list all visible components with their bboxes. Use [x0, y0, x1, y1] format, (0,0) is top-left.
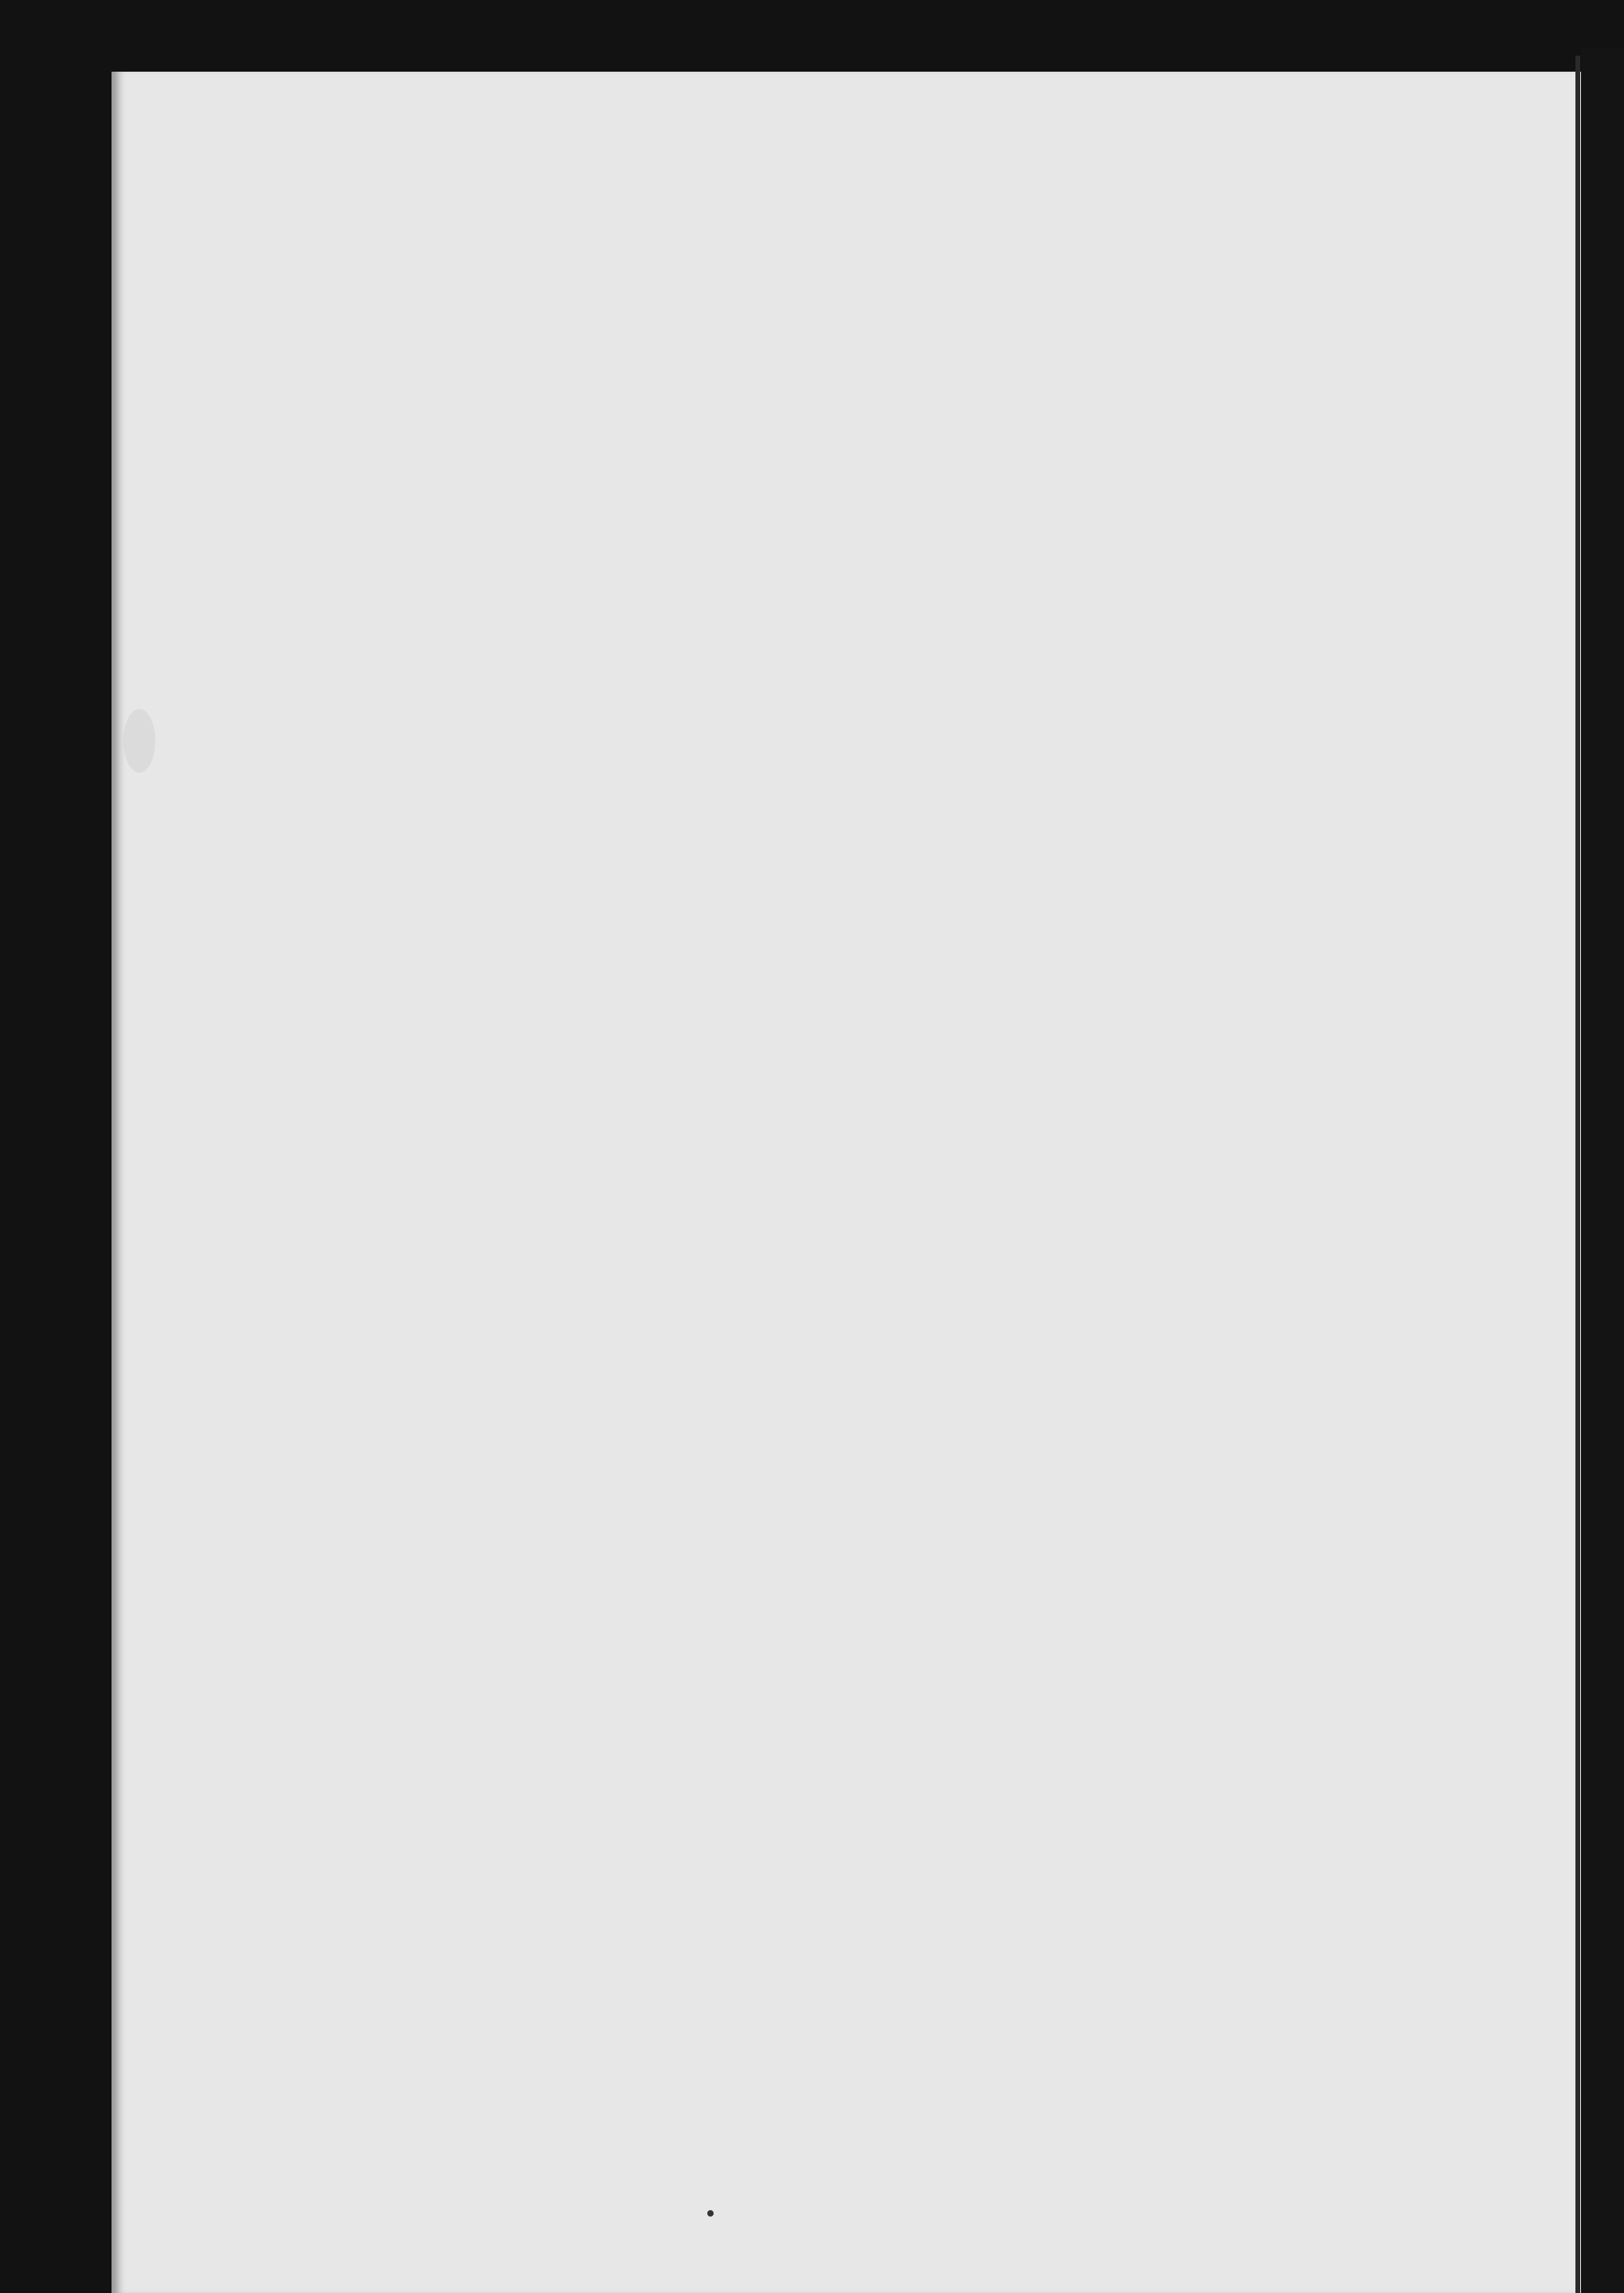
scan-speck: [707, 2210, 714, 2217]
scan-background-right: [1581, 48, 1624, 2293]
scan-smudge: [123, 709, 155, 773]
facing-page-edge: [1575, 56, 1580, 2293]
page-header: [288, 217, 1419, 256]
scanned-page: [112, 72, 1581, 2293]
